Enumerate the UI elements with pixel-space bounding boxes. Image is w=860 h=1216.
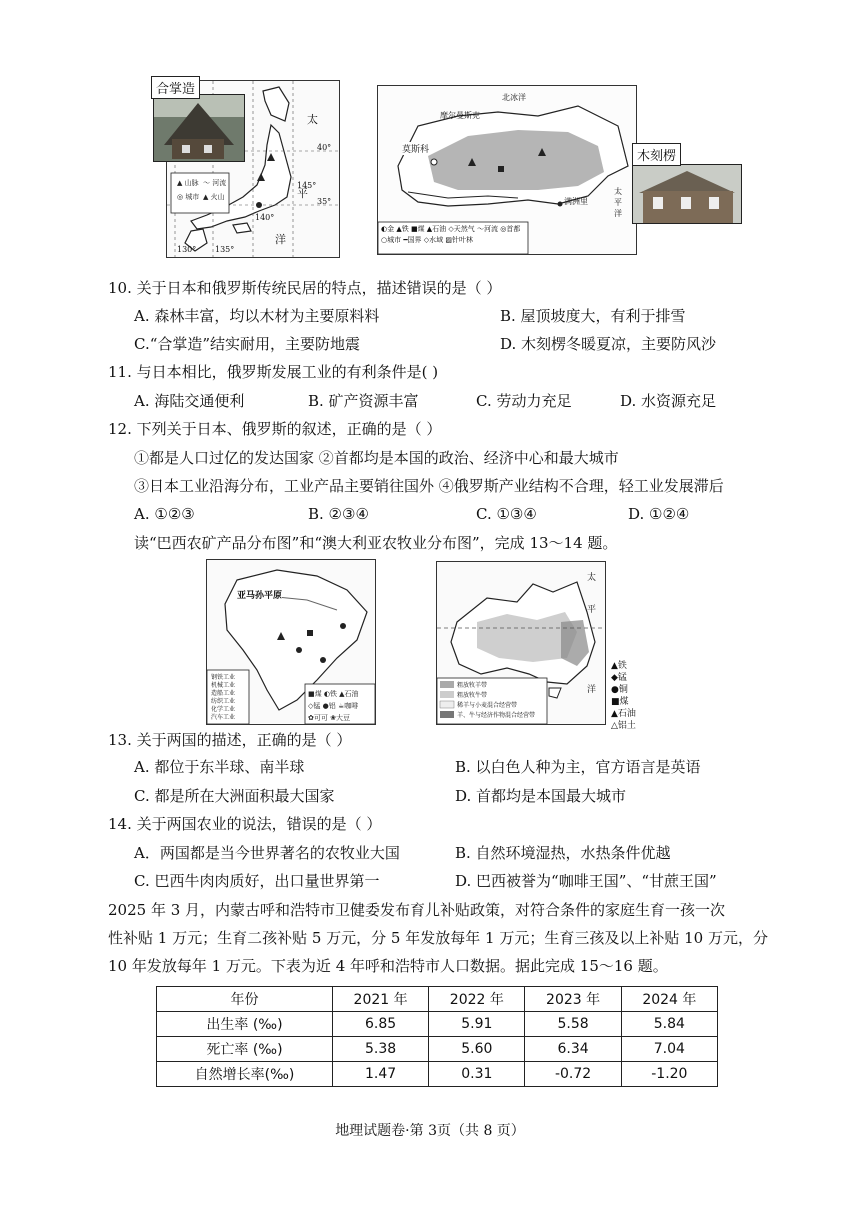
table-cell: 自然增长率(‰) <box>157 1062 333 1087</box>
q13-stem: 13. 关于两国的描述，正确的是（ ） <box>108 731 352 749</box>
q11-stem: 11. 与日本相比，俄罗斯发展工业的有利条件是( ) <box>108 363 439 381</box>
table-cell: -1.20 <box>621 1062 717 1087</box>
q11-option-c: C. 劳动力充足 <box>476 392 572 410</box>
q10-stem: 10. 关于日本和俄罗斯传统民居的特点，描述错误的是（ ） <box>108 279 502 297</box>
australia-map <box>436 561 606 725</box>
legend-item: 纺织工业 <box>211 698 236 705</box>
table-header-cell: 2023 年 <box>525 987 621 1012</box>
russia-map <box>377 85 637 255</box>
legend-item: 粗放牧羊带 <box>457 682 488 689</box>
table-cell: 0.31 <box>429 1062 525 1087</box>
q13-option-c: C. 都是所在大洲面积最大国家 <box>134 787 335 805</box>
table-row <box>157 1062 718 1087</box>
bauxite-icon: △ <box>611 721 618 731</box>
ocean-char: 平 <box>297 187 308 200</box>
page-footer: 地理试题卷·第 3页（共 8 页） <box>335 1123 525 1139</box>
table-cell: 6.85 <box>332 1012 428 1037</box>
legend-item: 化学工业 <box>211 706 236 713</box>
intro-13-14: 读“巴西农矿产品分布图”和“澳大利亚农牧业分布图”，完成 13～14 题。 <box>134 534 618 552</box>
q13-option-a: A. 都位于东半球、南半球 <box>134 758 305 776</box>
legend-item: 汽车工业 <box>211 714 236 721</box>
q13-option-d: D. 首都均是本国最大城市 <box>455 787 627 805</box>
q14-stem: 14. 关于两国农业的说法，错误的是（ ） <box>108 815 382 833</box>
svg-text:✿可可 ❀大豆: ✿可可 ❀大豆 <box>308 714 350 722</box>
oil-icon: ▲ <box>611 709 618 719</box>
q10-option-a: A. 森林丰富，均以木材为主要原料料 <box>134 307 380 325</box>
q13-option-b: B. 以白色人种为主，官方语言是英语 <box>455 758 701 776</box>
table-cell: 5.58 <box>525 1012 621 1037</box>
q12-option-c: C. ①③④ <box>476 505 537 523</box>
ocean-char: 洋 <box>587 685 597 695</box>
table-header-cell: 2024 年 <box>621 987 717 1012</box>
svg-text:◇锰 ●铝 ☕咖啡: ◇锰 ●铝 ☕咖啡 <box>308 702 359 710</box>
q12-option-a: A. ①②③ <box>134 505 195 523</box>
table-header-cell: 2022 年 <box>429 987 525 1012</box>
map-legend: ◐金 ▲铁 ■煤 ▲石油 ◇天然气 ～河流 ◎首都 ○城市 ━国界 ◇水域 ▨针叶林 <box>381 225 521 244</box>
q11-option-d: D. 水资源充足 <box>620 392 717 410</box>
svg-text:▲ 山脉: ▲ 山脉 <box>177 179 199 187</box>
lat-label: 35° <box>317 197 332 206</box>
table-header-cell: 年份 <box>157 987 333 1012</box>
table-row <box>157 1037 718 1062</box>
legend-item: 羊、牛与经济作物混合经营带 <box>457 712 536 719</box>
legend-item: 稀羊与小麦混合经营带 <box>457 702 518 709</box>
q12-stem: 12. 下列关于日本、俄罗斯的叙述，正确的是（ ） <box>108 420 442 438</box>
city-label: 摩尔曼斯克 <box>440 111 480 120</box>
brazil-map <box>206 559 376 725</box>
city-label: 莫斯科 <box>402 142 429 155</box>
table-cell: 5.84 <box>621 1012 717 1037</box>
ocean-label: 太平洋 <box>614 187 622 218</box>
table-cell: 7.04 <box>621 1037 717 1062</box>
lon-label: 135° <box>215 245 235 254</box>
q12-statement: ①都是人口过亿的发达国家 ②首都均是本国的政治、经济中心和最大城市 <box>134 449 619 467</box>
q10-option-b: B. 屋顶坡度大，有利于排雪 <box>500 307 686 325</box>
ocean-label: 北冰洋 <box>502 93 526 102</box>
lat-label: 40° <box>317 143 332 152</box>
q10-option-c: C.“合掌造”结实耐用，主要防地震 <box>134 335 361 353</box>
q14-option-c: C. 巴西牛肉肉质好，出口量世界第一 <box>134 872 380 890</box>
lon-label: 140° <box>255 213 275 222</box>
svg-text:▲ 火山: ▲ 火山 <box>203 193 225 201</box>
q12-option-d: D. ①②④ <box>628 505 690 523</box>
legend-item: 粗放牧牛带 <box>457 692 488 699</box>
legend-item: 石油 <box>617 709 636 719</box>
table-row <box>157 1012 718 1037</box>
q14-option-d: D. 巴西被誉为“咖啡王国”、“甘蔗王国” <box>455 872 717 890</box>
svg-text:～ 河流: ～ 河流 <box>203 179 227 187</box>
lon-label: 130° <box>177 245 197 254</box>
table-cell: 5.38 <box>332 1037 428 1062</box>
city-label: 满洲里 <box>564 197 588 206</box>
ocean-char: 太 <box>307 113 318 126</box>
ocean-char: 洋 <box>275 233 286 246</box>
legend-item: 机械工业 <box>211 682 236 689</box>
table-cell: 6.34 <box>525 1037 621 1062</box>
table-cell: 5.60 <box>429 1037 525 1062</box>
legend-item: 钢铁工业 <box>211 674 236 681</box>
population-table <box>156 986 718 1087</box>
passage-line: 2025 年 3 月，内蒙古呼和浩特市卫健委发布育儿补贴政策，对符合条件的家庭生育一孩一次 <box>108 901 726 919</box>
manganese-icon: ◆ <box>611 673 618 683</box>
q12-option-b: B. ②③④ <box>308 505 369 523</box>
ocean-char: 平 <box>587 605 597 615</box>
photo-label: 木刻楞 <box>632 143 681 166</box>
legend-item: 铁 <box>617 661 627 671</box>
table-cell: 出生率 (‰) <box>157 1012 333 1037</box>
svg-text:◎ 城市: ◎ 城市 <box>177 193 200 201</box>
coal-icon: ■ <box>611 697 620 707</box>
q11-option-b: B. 矿产资源丰富 <box>308 392 419 410</box>
legend-item: 锰 <box>617 673 627 683</box>
q14-option-b: B. 自然环境湿热，水热条件优越 <box>455 844 671 862</box>
legend-item: 铝土 <box>617 721 636 731</box>
legend-item: 铜 <box>618 685 628 695</box>
mineral-legend <box>611 660 671 732</box>
passage-line: 性补贴 1 万元；生育二孩补贴 5 万元，分 5 年发放每年 1 万元；生育三孩及以上补贴 10 万元，分 <box>108 929 768 947</box>
legend-item: 煤 <box>619 697 629 707</box>
photo-label: 合掌造 <box>151 76 200 99</box>
svg-text:■煤 ◐铁 ▲石油: ■煤 ◐铁 ▲石油 <box>308 690 359 698</box>
table-cell: 死亡率 (‰) <box>157 1037 333 1062</box>
q12-statement: ③日本工业沿海分布，工业产品主要销往国外 ④俄罗斯产业结构不合理，轻工业发展滞后 <box>134 477 724 495</box>
q14-option-a: A．两国都是当今世界著名的农牧业大国 <box>134 844 400 862</box>
mukeleng-photo <box>632 164 742 224</box>
table-header-cell: 2021 年 <box>332 987 428 1012</box>
gassho-zukuri-photo <box>153 94 245 162</box>
table-cell: 5.91 <box>429 1012 525 1037</box>
table-header-row <box>157 987 718 1012</box>
lon-label: 145° <box>297 181 317 190</box>
ocean-char: 太 <box>587 573 597 583</box>
passage-line: 10 年发放每年 1 万元。下表为近 4 年呼和浩特市人口数据。据此完成 15～16 题。 <box>108 957 668 975</box>
q11-option-a: A. 海陆交通便利 <box>134 392 245 410</box>
iron-icon: ▲ <box>611 661 618 671</box>
map-title: 亚马孙平原 <box>237 588 282 601</box>
table-cell: 1.47 <box>332 1062 428 1087</box>
table-cell: -0.72 <box>525 1062 621 1087</box>
legend-item: 造船工业 <box>211 690 236 697</box>
copper-icon: ● <box>611 685 619 695</box>
q10-option-d: D. 木刻楞冬暖夏凉，主要防风沙 <box>500 335 717 353</box>
